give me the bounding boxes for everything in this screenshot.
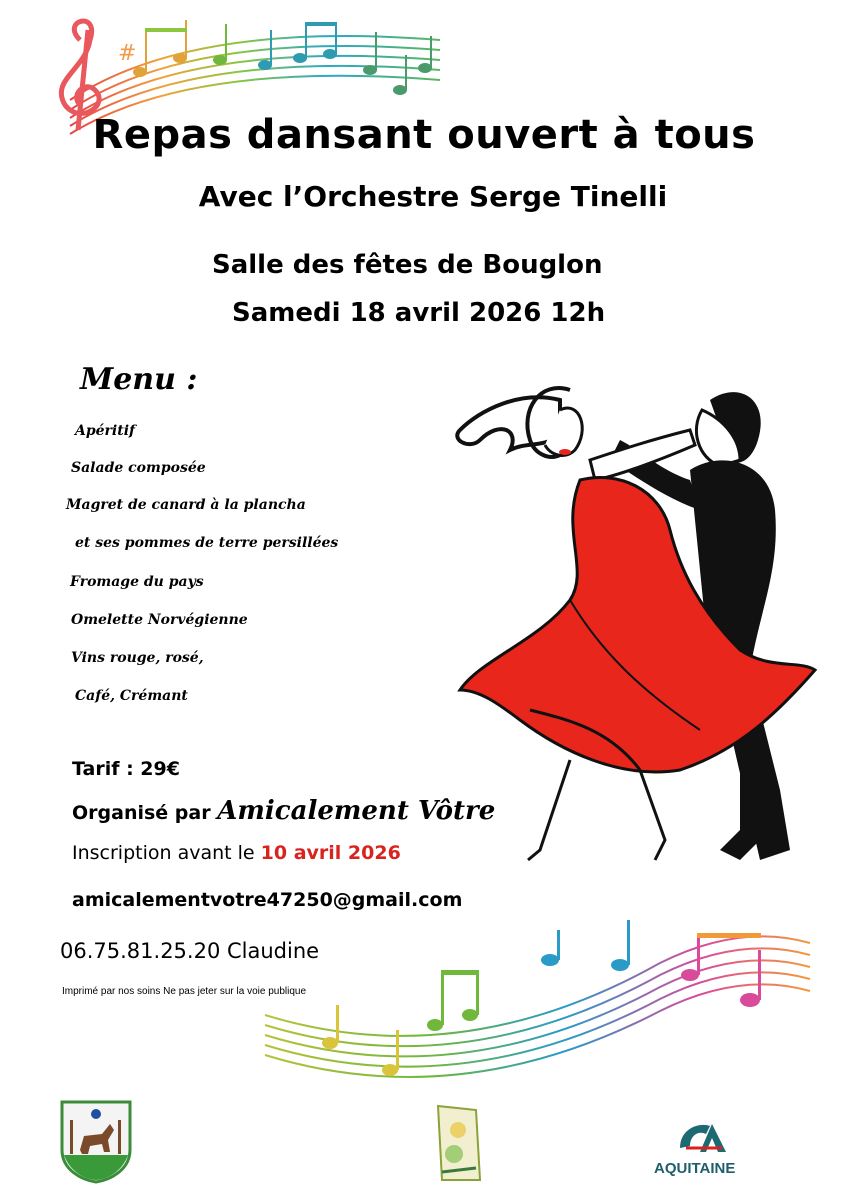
menu-item: Apéritif <box>75 423 136 439</box>
svg-text:#: # <box>118 41 137 66</box>
footer-note: Imprimé par nos soins Ne pas jeter sur la voie publique <box>62 986 307 997</box>
coat-of-arms-logo <box>60 1100 132 1184</box>
dancing-couple-illustration <box>440 370 830 890</box>
credit-agricole-name: AQUITAINE <box>654 1160 736 1177</box>
event-venue: Salle des fêtes de Bouglon <box>212 250 603 280</box>
tarif-text: Tarif : 29€ <box>72 758 180 780</box>
music-staff-bottom-decoration <box>260 915 820 1090</box>
association-logo <box>432 1102 484 1184</box>
contact-phone: 06.75.81.25.20 Claudine <box>60 939 320 963</box>
event-date: Samedi 18 avril 2026 12h <box>232 298 606 328</box>
menu-item: Vins rouge, rosé, <box>71 650 204 666</box>
event-subtitle: Avec l’Orchestre Serge Tinelli <box>198 180 668 213</box>
event-title: Repas dansant ouvert à tous <box>92 112 756 158</box>
menu-heading: Menu : <box>80 362 198 397</box>
credit-agricole-logo <box>676 1118 730 1158</box>
menu-item: et ses pommes de terre persillées <box>75 535 339 551</box>
menu-item: Salade composée <box>71 460 206 476</box>
menu-item: Café, Crémant <box>75 688 188 704</box>
inscription-deadline: 10 avril 2026 <box>260 842 401 864</box>
organise-prefix: Organisé par <box>72 802 218 824</box>
menu-item: Fromage du pays <box>70 574 204 590</box>
inscription-prefix: Inscription avant le <box>72 842 261 864</box>
menu-item: Omelette Norvégienne <box>71 612 248 628</box>
menu-item: Magret de canard à la plancha <box>66 497 306 513</box>
organizer-name: Amicalement Vôtre <box>217 796 496 826</box>
contact-email[interactable]: amicalementvotre47250@gmail.com <box>72 889 463 911</box>
